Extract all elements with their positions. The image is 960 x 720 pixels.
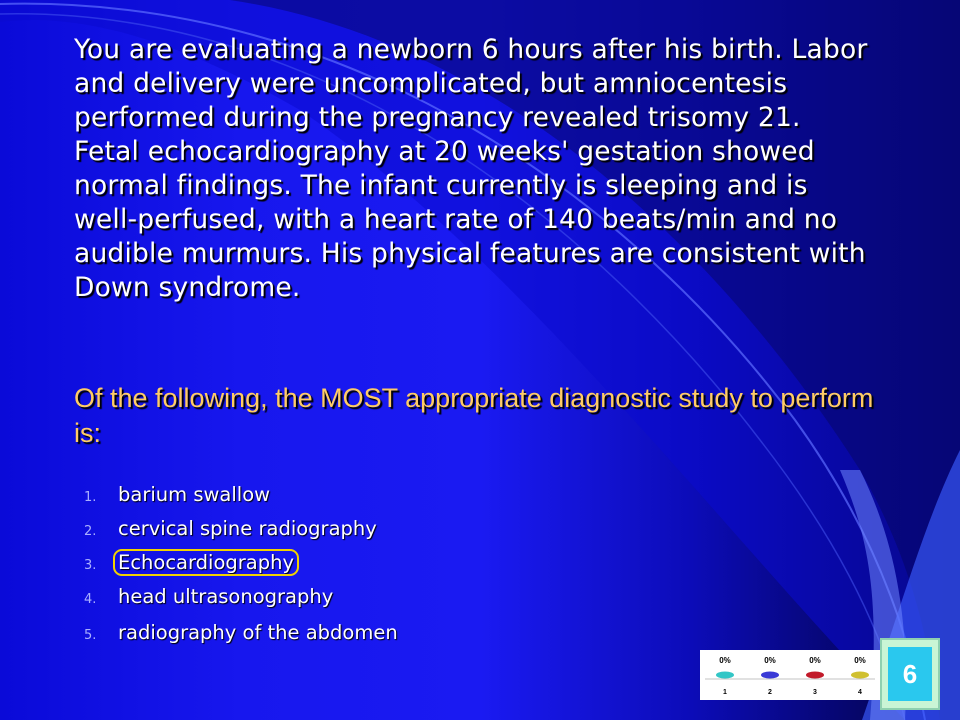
answer-option-5[interactable] bbox=[84, 616, 398, 650]
question-prompt: Of the following, the MOST appropriate diagnostic study to perform is: bbox=[74, 383, 874, 448]
bar-percent-1: 0% bbox=[719, 656, 731, 665]
answer-option-3[interactable] bbox=[84, 546, 398, 580]
bar-label-1: 1 bbox=[723, 689, 727, 696]
bar-label-4: 4 bbox=[858, 689, 862, 696]
bar-1 bbox=[716, 672, 734, 679]
bar-percent-2: 0% bbox=[764, 656, 776, 665]
bar-percent-3: 0% bbox=[809, 656, 821, 665]
question-text: You are evaluating a newborn 6 hours after his birth. Labor and delivery were uncomplicated, but amniocentesis performed during the pregnancy revealed trisomy 21. Fetal echocardiography at 20 weeks' gestation showed normal findings. The infant currently is sleeping and is well-perfused, with a heart rate of 140 beats/min and no audible murmurs. His physical features are consistent with Down syndrome. bbox=[74, 34, 868, 303]
answer-text-highlighted: Echocardiography bbox=[115, 551, 297, 574]
bar-4 bbox=[851, 672, 869, 679]
bar-label-3: 3 bbox=[813, 689, 817, 696]
answer-number: 5. bbox=[84, 628, 97, 643]
answer-number: 3. bbox=[84, 558, 97, 573]
countdown-timer bbox=[880, 638, 940, 710]
answer-text: barium swallow bbox=[118, 483, 271, 506]
answer-option-1[interactable] bbox=[84, 478, 398, 512]
answer-option-2[interactable] bbox=[84, 512, 398, 546]
bar-percent-4: 0% bbox=[854, 656, 866, 665]
bar-label-2: 2 bbox=[768, 689, 772, 696]
bar-3 bbox=[806, 672, 824, 679]
answer-text: head ultrasonography bbox=[118, 585, 334, 608]
response-chart bbox=[700, 650, 880, 700]
answer-text: radiography of the abdomen bbox=[118, 621, 398, 644]
answer-text: cervical spine radiography bbox=[118, 517, 377, 540]
bar-2 bbox=[761, 672, 779, 679]
countdown-value: 6 bbox=[888, 647, 932, 701]
answer-number: 2. bbox=[84, 524, 97, 539]
answer-number: 4. bbox=[84, 592, 97, 607]
answer-option-4[interactable] bbox=[84, 580, 398, 614]
answer-list bbox=[84, 478, 398, 650]
answer-number: 1. bbox=[84, 490, 97, 505]
